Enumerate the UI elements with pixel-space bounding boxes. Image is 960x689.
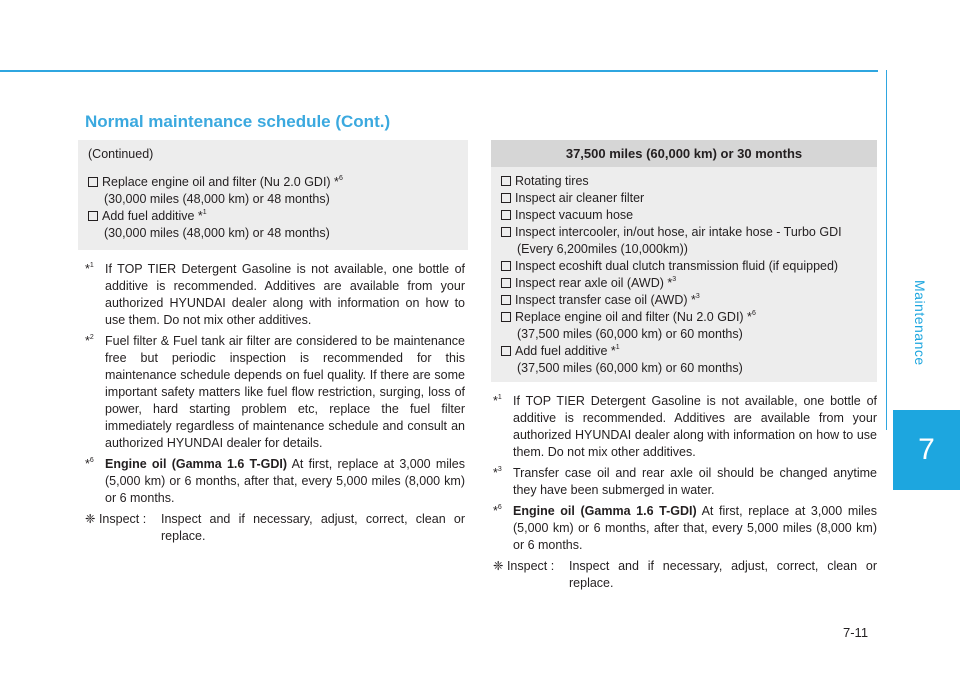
checkbox-icon	[501, 312, 511, 322]
footnote	[493, 393, 877, 461]
footnote-text: If TOP TIER Detergent Gasoline is not available, one bottle of additive is recommended. Additives are available from your authorized HYUNDAI dealer along with information on how to use them. Do not mix other additives.	[513, 394, 877, 459]
inspect-lead: ❈ Inspect :	[85, 512, 147, 526]
footnote-text: Fuel filter & Fuel tank air filter are considered to be maintenance free but periodic inspection is recommended for this maintenance schedule depends on fuel quality. If there are some important safety matters like fuel flow restriction, surging, loss of power, hard starting problem etc, replace the fuel filter immediately regardless of maintenance schedule and consult an authorized HYUNDAI dealer for details.	[105, 334, 465, 450]
footnote-body	[105, 457, 465, 505]
checklist-item	[88, 174, 458, 191]
schedule-box-37500	[491, 140, 877, 382]
checklist-item-detail: (30,000 miles (48,000 km) or 48 months)	[104, 192, 330, 206]
checklist-item-detail: (37,500 miles (60,000 km) or 60 months)	[517, 361, 743, 375]
checkbox-icon	[501, 193, 511, 203]
interval-header: 37,500 miles (60,000 km) or 30 months	[491, 140, 877, 167]
footnote-bold: Engine oil (Gamma 1.6 T-GDI)	[105, 457, 288, 471]
checklist-item	[501, 275, 869, 292]
inspect-note	[85, 511, 465, 545]
inspect-text: Inspect and if necessary, adjust, correct, clean or replace.	[569, 559, 877, 590]
continued-label: (Continued)	[88, 147, 154, 161]
checklist-item-text: Inspect vacuum hose	[515, 208, 634, 222]
checklist-item	[501, 190, 869, 207]
footnote-text: At first, replace at 3,000 miles (5,000 km) or 6 months, after that, every 5,000 miles (8,000 km) or 6 months.	[105, 457, 465, 505]
inspect-note	[493, 558, 877, 592]
checklist-item-text: Add fuel additive *	[102, 209, 203, 223]
checklist-item	[501, 173, 869, 190]
footnote	[493, 503, 877, 554]
footnote-body	[105, 334, 465, 450]
footnote-text: Transfer case oil and rear axle oil should be changed anytime they have been submerged in water.	[513, 466, 877, 497]
footnote-number: 1	[497, 394, 502, 401]
footnote-ref: 1	[202, 209, 207, 216]
footnote-ref: 1	[615, 344, 620, 351]
footnote-body	[513, 504, 877, 552]
footnote-star: *	[85, 457, 90, 471]
footnote	[493, 465, 877, 499]
checklist-item-detail: (Every 6,200miles (10,000km))	[517, 242, 688, 256]
footnote-body	[513, 466, 877, 497]
schedule-box-continued	[78, 140, 468, 250]
checklist-item	[501, 292, 869, 309]
checklist-item	[88, 208, 458, 225]
footnote-text: At first, replace at 3,000 miles (5,000 km) or 6 months, after that, every 5,000 miles (8,000 km) or 6 months.	[513, 504, 877, 552]
checklist-item-text: Inspect rear axle oil (AWD) *	[515, 276, 673, 290]
footnote-number: 1	[89, 262, 94, 269]
checkbox-icon	[88, 177, 98, 187]
checklist	[88, 174, 458, 242]
footnote-ref: 3	[695, 293, 700, 300]
footnote-marker	[493, 465, 502, 482]
checklist-item-text: Add fuel additive *	[515, 344, 616, 358]
footnote-number: 3	[497, 466, 502, 473]
checklist-item-text: Inspect ecoshift dual clutch transmission fluid (if equipped)	[515, 259, 839, 273]
checklist-item-text: Inspect air cleaner filter	[515, 191, 645, 205]
checkbox-icon	[501, 210, 511, 220]
checklist-item	[501, 343, 869, 360]
footnote-star: *	[493, 394, 498, 408]
section-label: Maintenance	[912, 280, 928, 366]
checkbox-icon	[501, 227, 511, 237]
footnote-number: 6	[497, 504, 502, 511]
footnote-marker	[85, 456, 94, 473]
footnote-marker	[493, 393, 502, 410]
checkbox-icon	[501, 278, 511, 288]
footnote-number: 2	[89, 334, 94, 341]
footnotes-right	[493, 393, 877, 592]
footnotes-left	[85, 261, 465, 545]
checklist-item	[501, 224, 869, 241]
checkbox-icon	[501, 176, 511, 186]
checklist	[501, 173, 869, 377]
checkbox-icon	[501, 346, 511, 356]
footnote-ref: 6	[338, 175, 343, 182]
checklist-item-detail: (30,000 miles (48,000 km) or 48 months)	[104, 226, 330, 240]
checkbox-icon	[501, 261, 511, 271]
checklist-item-text: Replace engine oil and filter (Nu 2.0 GDI) *	[515, 310, 752, 324]
footnote-body	[105, 262, 465, 327]
checkbox-icon	[88, 211, 98, 221]
footnote-ref: 6	[751, 310, 756, 317]
footnote-star: *	[493, 504, 498, 518]
footnote-star: *	[493, 466, 498, 480]
checklist-item-detail: (37,500 miles (60,000 km) or 60 months)	[517, 327, 743, 341]
footnote-ref: 3	[672, 276, 677, 283]
footnote-marker	[493, 503, 502, 520]
footnote-number: 6	[89, 457, 94, 464]
checkbox-icon	[501, 295, 511, 305]
page-title: Normal maintenance schedule (Cont.)	[85, 112, 391, 131]
footnote	[85, 261, 465, 329]
footnote-body	[513, 394, 877, 459]
inspect-lead: ❈ Inspect :	[493, 559, 555, 573]
footnote-marker	[85, 333, 94, 350]
checklist-item-text: Replace engine oil and filter (Nu 2.0 GDI) *	[102, 175, 339, 189]
footnote	[85, 456, 465, 507]
checklist-item	[501, 207, 869, 224]
footnote-bold: Engine oil (Gamma 1.6 T-GDI)	[513, 504, 697, 518]
top-rule	[0, 70, 878, 72]
page-number: 7-11	[843, 625, 869, 640]
chapter-number: 7	[918, 433, 935, 466]
checklist-item-text: Inspect transfer case oil (AWD) *	[515, 293, 696, 307]
checklist-item	[501, 258, 869, 275]
footnote-star: *	[85, 334, 90, 348]
footnote	[85, 333, 465, 452]
side-divider	[886, 70, 887, 430]
inspect-text: Inspect and if necessary, adjust, correct, clean or replace.	[161, 512, 465, 543]
footnote-marker	[85, 261, 94, 278]
footnote-star: *	[85, 262, 90, 276]
checklist-item-text: Inspect intercooler, in/out hose, air intake hose - Turbo GDI	[515, 225, 842, 239]
footnote-text: If TOP TIER Detergent Gasoline is not available, one bottle of additive is recommended. Additives are available from your authorized HYUNDAI dealer along with information on how to use them. Do not mix other additives.	[105, 262, 465, 327]
chapter-tab	[893, 410, 960, 490]
checklist-item-text: Rotating tires	[515, 174, 589, 188]
checklist-item	[501, 309, 869, 326]
